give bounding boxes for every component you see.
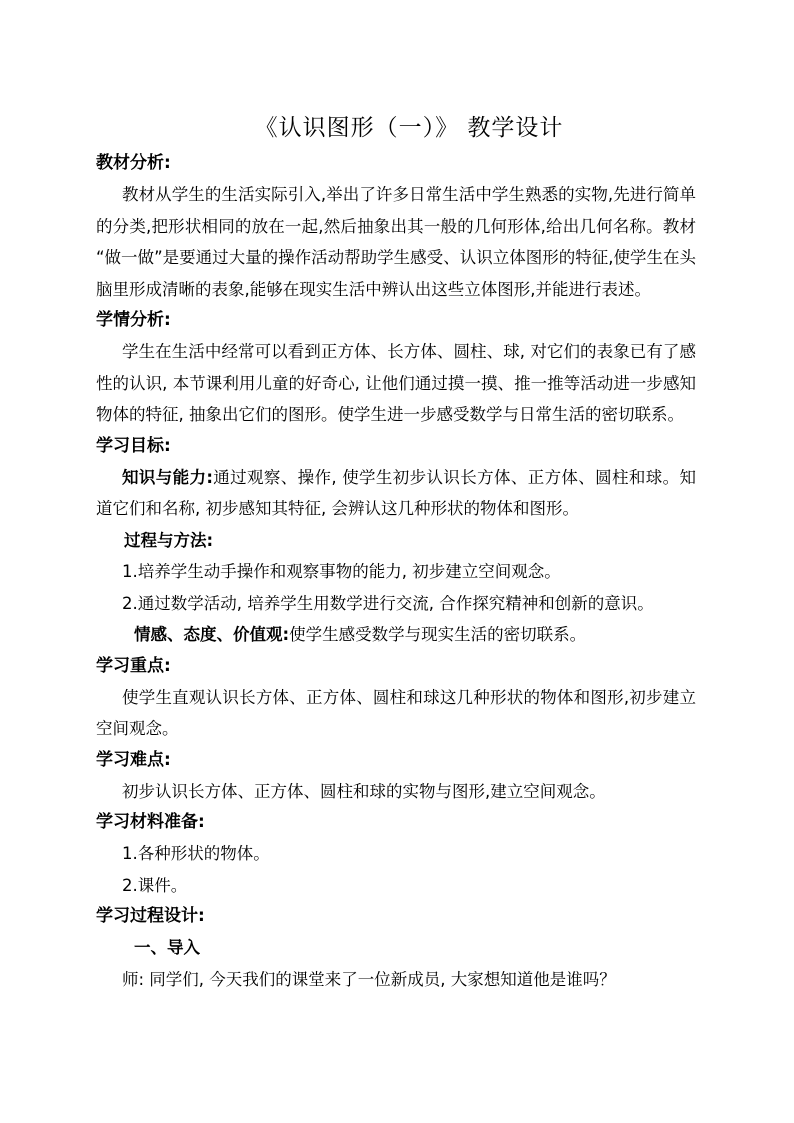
materials-item-2: 2.课件。 bbox=[122, 875, 188, 895]
difficulties-body: 初步认识长方体、正方体、圆柱和球的实物与图形,建立空间观念。 bbox=[122, 781, 606, 801]
knowledge-label: 知识与能力: bbox=[122, 467, 213, 487]
emotion-label: 情感、态度、价值观: bbox=[134, 625, 290, 644]
analysis-body: 教材从学生的生活实际引入,举出了许多日常生活中学生熟悉的实物,先进行简单的分类,把形状相同的放在一起,然后抽象出其一般的几何形体,给出几何名称。教材 “做一做”是要通过大量的操作活动帮助学生感受、认识立体图形的特征,使学生在头脑里形成清晰的表象,能够在现实生活中辨认出这些立体图形,并能进行表述。 bbox=[96, 185, 696, 299]
knowledge-paragraph bbox=[96, 462, 696, 525]
learner-heading: 学情分析: bbox=[96, 310, 171, 330]
process-design-heading: 学习过程设计: bbox=[96, 906, 205, 926]
materials-heading: 学习材料准备: bbox=[96, 812, 205, 832]
teacher-dialogue: 师: 同学们, 今天我们的课堂来了一位新成员, 大家想知道他是谁吗？ bbox=[122, 969, 616, 989]
analysis-heading: 教材分析: bbox=[96, 153, 171, 173]
knowledge-body: 通过观察、操作, 使学生初步认识长方体、正方体、圆柱和球。知道它们和名称, 初步感知其特征, 会辨认这几种形状的物体和图形。 bbox=[96, 467, 696, 518]
process-method-label: 过程与方法: bbox=[124, 530, 214, 550]
emotion-body: 使学生感受数学与现实生活的密切联系。 bbox=[289, 625, 587, 644]
process-item-1: 1.培养学生动手操作和观察事物的能力, 初步建立空间观念。 bbox=[122, 562, 561, 581]
learner-body: 学生在生活中经常可以看到正方体、长方体、圆柱、球, 对它们的表象已有了感性的认识, 本节课利用儿童的好奇心, 让他们通过摸一摸、推一推等活动进一步感知物体的特征, 抽象出它们的图形。使学生进一步感受数学与日常生活的密切联系。 bbox=[96, 342, 696, 424]
key-points-heading: 学习重点: bbox=[96, 655, 171, 676]
materials-item-1: 1.各种形状的物体。 bbox=[122, 844, 270, 863]
document-page bbox=[96, 110, 696, 995]
goals-heading: 学习目标: bbox=[96, 435, 171, 456]
document-title: 《认识图形（一）》 教学设计 bbox=[254, 115, 564, 141]
key-points-body: 使学生直观认识长方体、正方体、圆柱和球这几种形状的物体和图形,初步建立空间观念。 bbox=[96, 687, 696, 738]
emotion-paragraph bbox=[96, 619, 696, 651]
step-intro: 一、导入 bbox=[134, 938, 200, 957]
process-item-2: 2.通过数学活动, 培养学生用数学进行交流, 合作探究精神和创新的意识。 bbox=[122, 593, 654, 613]
difficulties-heading: 学习难点: bbox=[96, 749, 171, 770]
